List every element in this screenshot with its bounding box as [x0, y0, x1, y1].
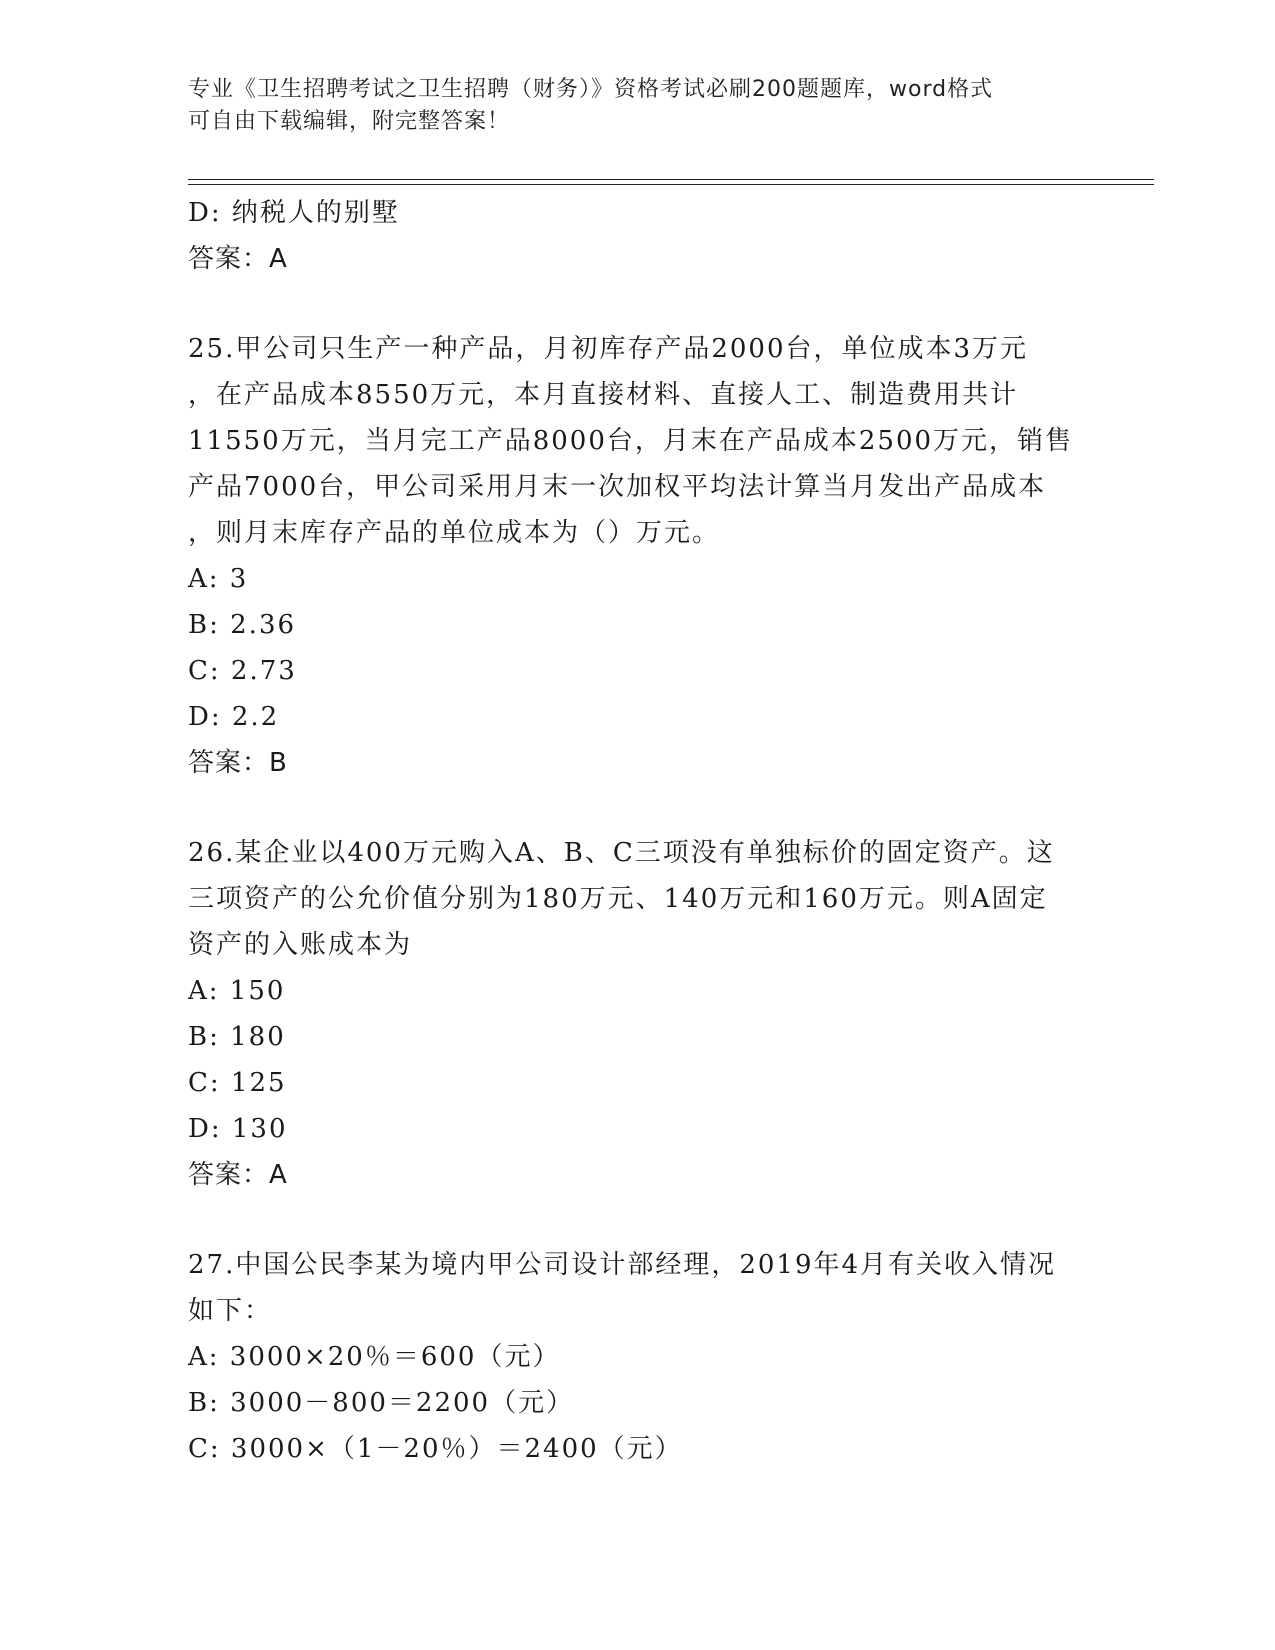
- option-c: C: 2.73: [188, 656, 297, 686]
- option-b: B: 180: [188, 1022, 286, 1052]
- question-text-line: 资产的入账成本为: [188, 930, 413, 960]
- question-26: [188, 830, 1088, 1198]
- header-line-1: 专业《卫生招聘考试之卫生招聘（财务）》资格考试必刷200题题库，word格式: [188, 77, 994, 102]
- header-rule-top: [188, 179, 1154, 180]
- option-b: B: 2.36: [188, 610, 297, 640]
- question-text-line: 27.中国公民李某为境内甲公司设计部经理，2019年4月有关收入情况: [188, 1250, 1057, 1280]
- question-text-line: 如下：: [188, 1296, 273, 1326]
- option-a: A: 150: [188, 976, 286, 1006]
- question-text-line: ，在产品成本8550万元，本月直接材料、直接人工、制造费用共计: [188, 380, 1019, 410]
- option-a: A: 3: [188, 564, 249, 594]
- document-body: [188, 190, 1088, 1472]
- option-d: D: 130: [188, 1114, 288, 1144]
- question-text-line: 11550万元，当月完工产品8000台，月末在产品成本2500万元，销售: [188, 426, 1074, 456]
- header-line-2: 可自由下载编辑，附完整答案！: [188, 109, 511, 134]
- answer-line: 答案：A: [188, 1160, 288, 1190]
- question-text-line: 25.甲公司只生产一种产品，月初库存产品2000台，单位成本3万元: [188, 334, 1029, 364]
- option-c: C: 125: [188, 1068, 287, 1098]
- option-a: A: 3000×20％＝600（元）: [188, 1342, 561, 1372]
- answer-line: 答案：A: [188, 244, 288, 274]
- question-25: [188, 326, 1088, 786]
- question-text-line: 三项资产的公允价值分别为180万元、140万元和160万元。则A固定: [188, 884, 1048, 914]
- question-27: [188, 1242, 1088, 1472]
- option-d: D: 纳税人的别墅: [188, 198, 400, 228]
- header-rule-bottom: [188, 184, 1154, 185]
- option-d: D: 2.2: [188, 702, 280, 732]
- question-text-line: 26.某企业以400万元购入A、B、C三项没有单独标价的固定资产。这: [188, 838, 1055, 868]
- answer-line: 答案：B: [188, 748, 288, 778]
- document-header: [188, 74, 1088, 138]
- question-text-line: ，则月末库存产品的单位成本为（）万元。: [188, 518, 721, 548]
- option-b: B: 3000－800＝2200（元）: [188, 1388, 575, 1418]
- question-text-line: 产品7000台，甲公司采用月末一次加权平均法计算当月发出产品成本: [188, 472, 1047, 502]
- previous-question-tail: [188, 190, 1088, 282]
- option-c: C: 3000×（1－20％）＝2400（元）: [188, 1434, 683, 1464]
